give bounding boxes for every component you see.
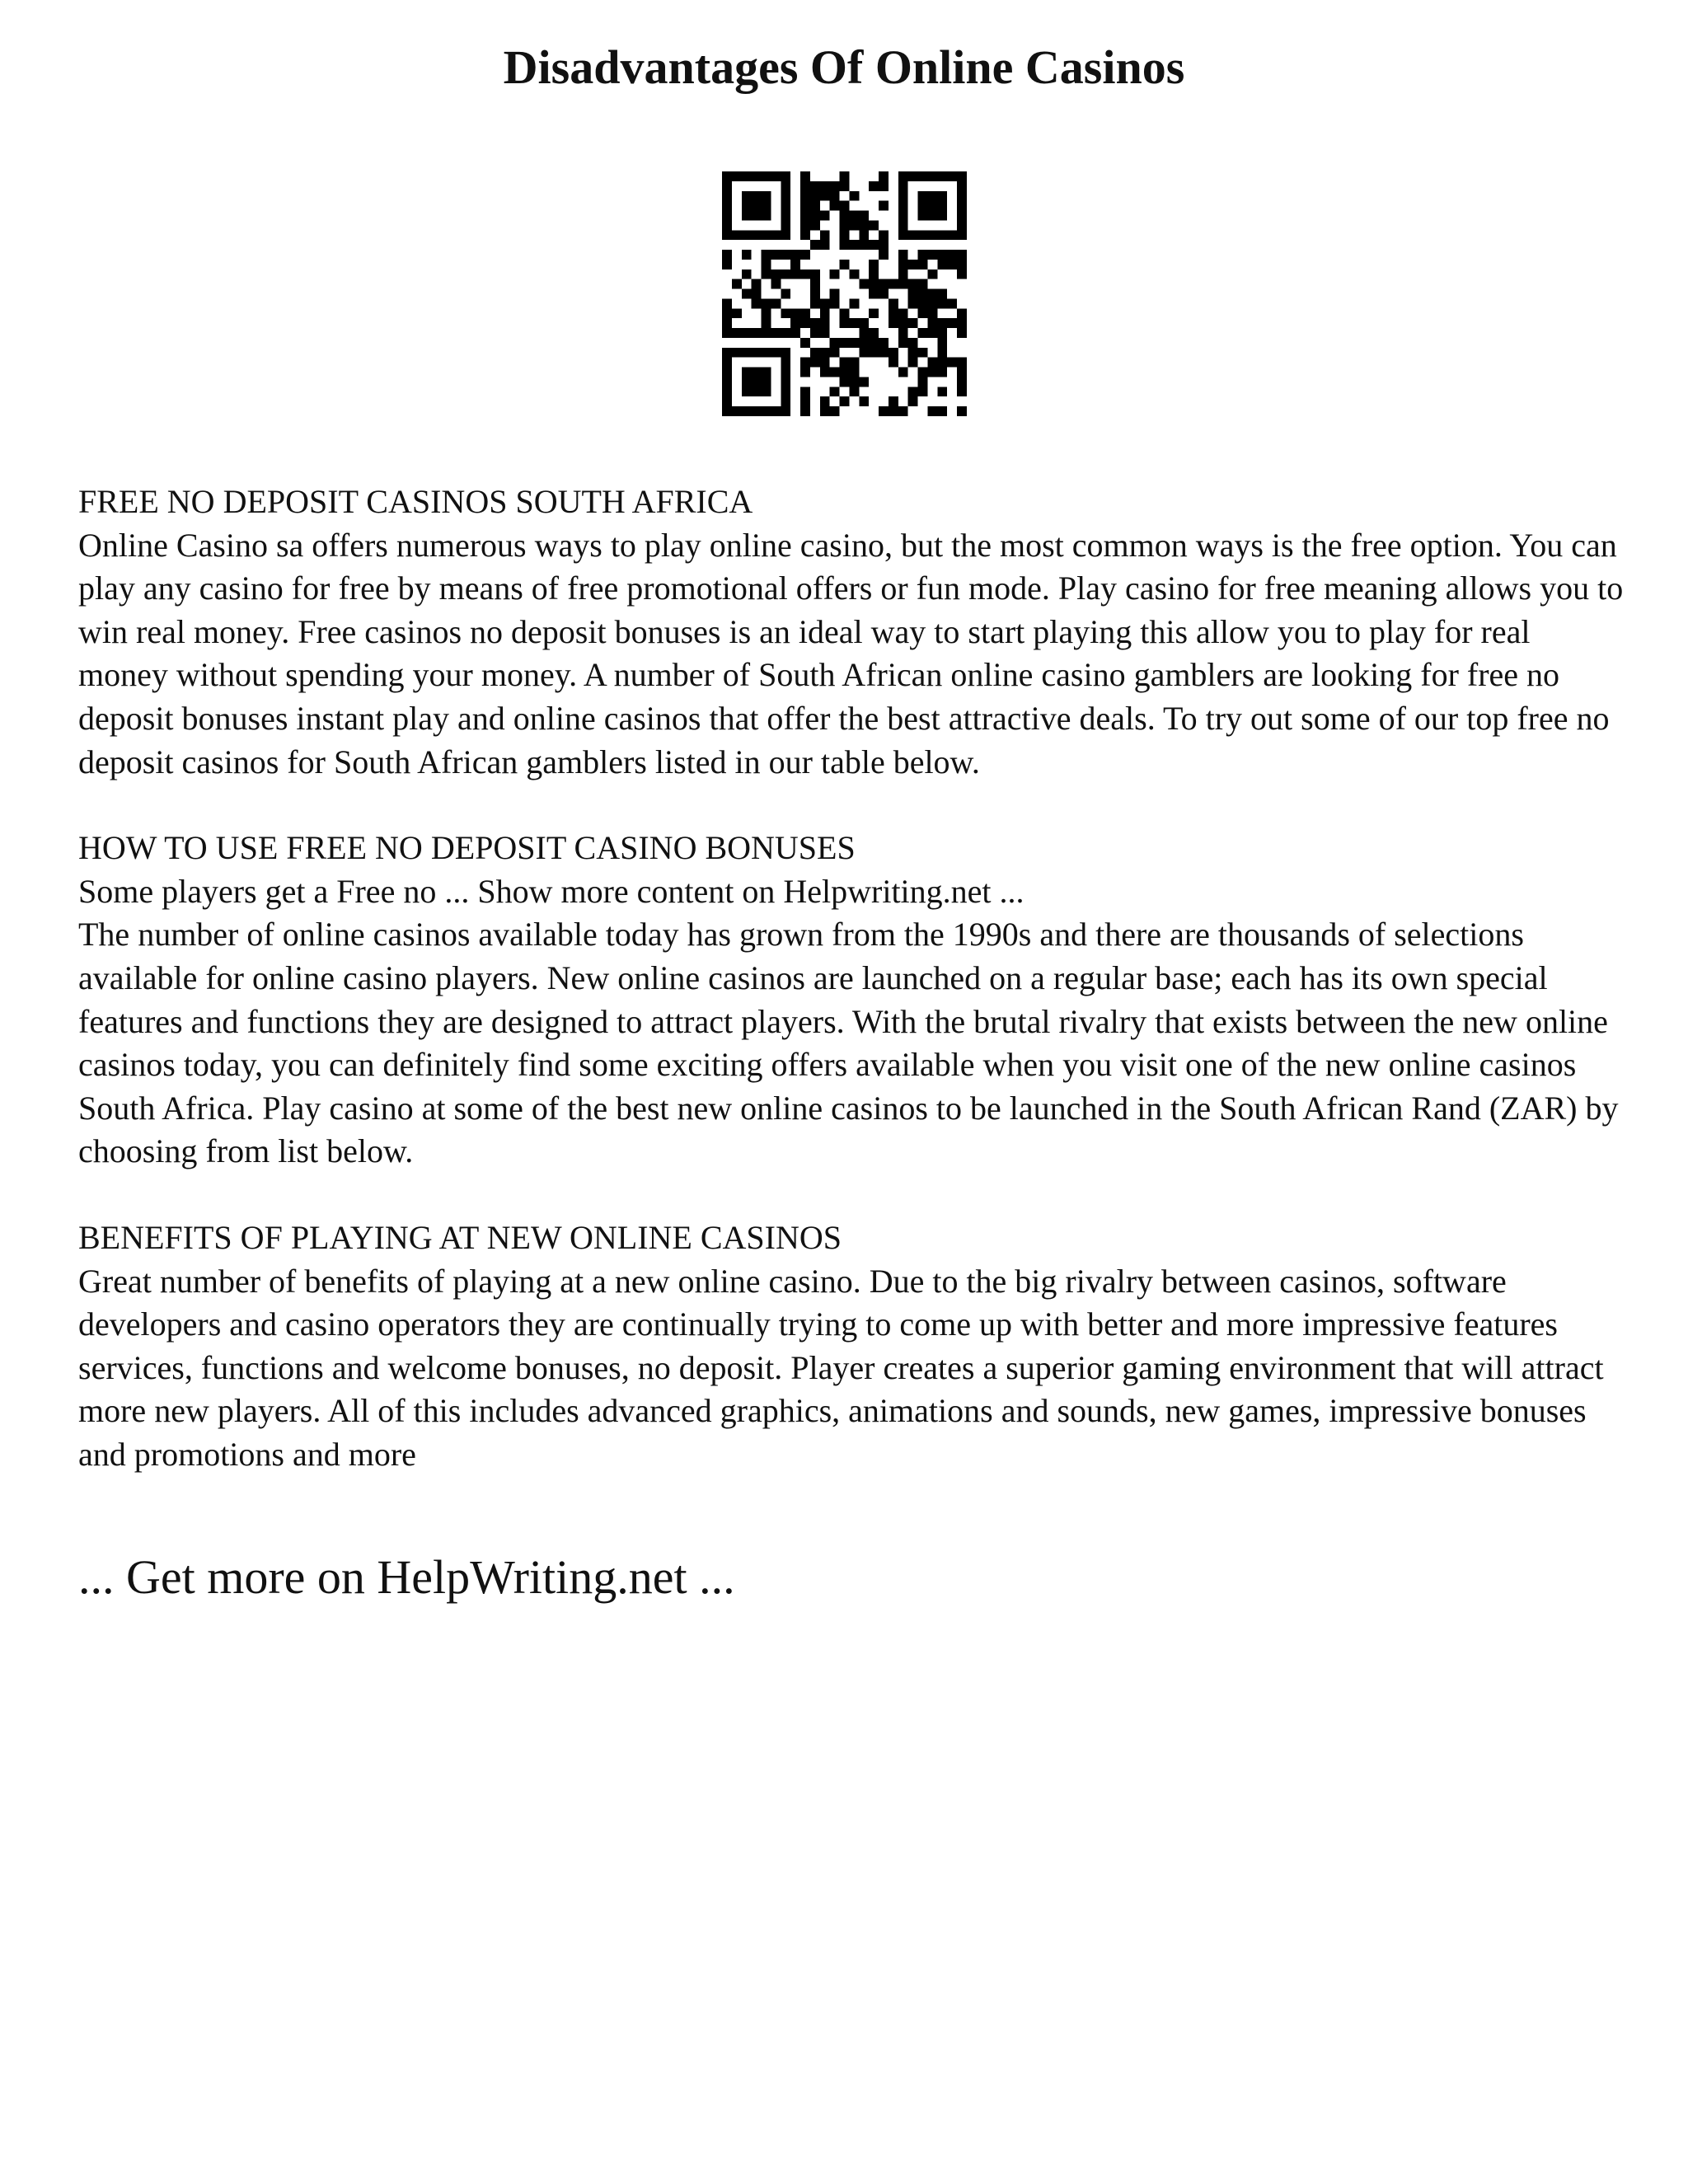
section-heading: FREE NO DEPOSIT CASINOS SOUTH AFRICA — [78, 483, 753, 520]
document-body — [78, 480, 1628, 1476]
show-more-line: Some players get a Free no ... Show more content on Helpwriting.net ... — [78, 872, 1025, 910]
section-paragraph: Online Casino sa offers numerous ways to play online casino, but the most common ways is the free option. You can play any casino for free by means of free promotional offers or fun mode. Play casino for free meaning allows you to win real money. Free casinos no deposit bonuses is an ideal way to start playing this allow you to play for real money without spending your money. A number of South African online casino gamblers are looking for free no deposit bonuses instant play and online casinos that offer the best attractive deals. To try out some of our top free no deposit casinos for South African gamblers listed in our table below. — [78, 526, 1624, 780]
section-free-no-deposit — [78, 480, 1628, 784]
section-heading: BENEFITS OF PLAYING AT NEW ONLINE CASINOS — [78, 1218, 842, 1256]
page-title: Disadvantages Of Online Casinos — [503, 40, 1185, 94]
qr-code-icon — [722, 171, 967, 416]
get-more-link[interactable]: ... Get more on HelpWriting.net ... — [78, 1550, 735, 1604]
section-how-to-use — [78, 827, 1628, 1174]
section-paragraph: The number of online casinos available today has grown from the 1990s and there are thousands of selections available for online casino players. New online casinos are launched on a regular base; each has its own special features and functions they are designed to attract players. With the brutal rivalry that exists between the new online casinos today, you can definitely find some exciting offers available when you visit one of the new online casinos South Africa. Play casino at some of the best new online casinos to be launched in the South African Rand (ZAR) by choosing from list below. — [78, 916, 1619, 1170]
section-heading: HOW TO USE FREE NO DEPOSIT CASINO BONUSES — [78, 829, 856, 867]
section-benefits — [78, 1216, 1628, 1477]
section-paragraph: Great number of benefits of playing at a new online casino. Due to the big rivalry between casinos, software developers and casino operators they are continually trying to come up with better and more impressive features services, functions and welcome bonuses, no deposit. Player creates a superior gaming environment that will attract more new players. All of this includes advanced graphics, animations and sounds, new games, impressive bonuses and promotions and more — [78, 1262, 1604, 1473]
